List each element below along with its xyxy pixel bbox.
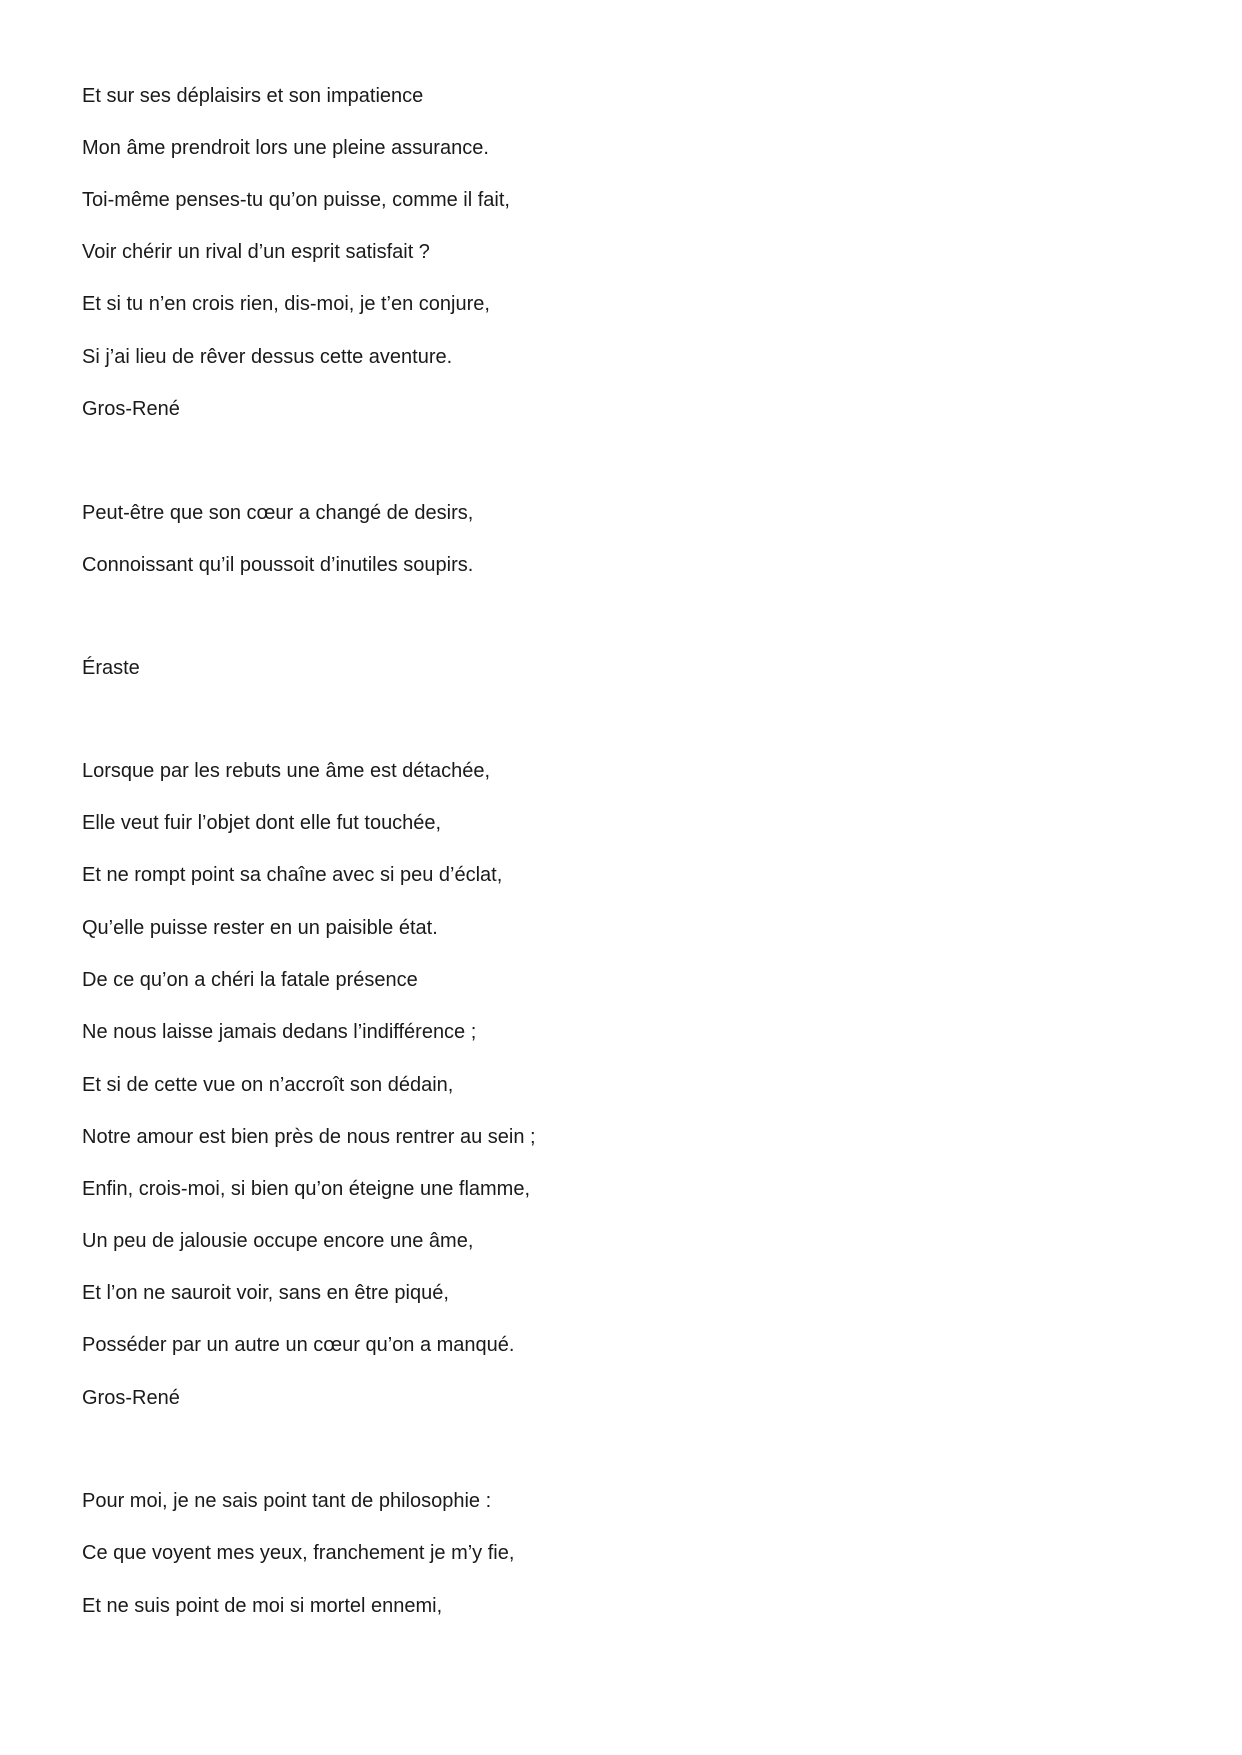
verse-line: Et sur ses déplaisirs et son impatience [82,85,424,107]
speaker-name: Gros-René [82,398,180,420]
verse-line: Un peu de jalousie occupe encore une âme, [82,1230,474,1252]
verse-line: De ce qu’on a chéri la fatale présence [82,969,418,991]
verse-line: Enfin, crois-moi, si bien qu’on éteigne une flamme, [82,1178,531,1200]
verse-line: Et ne suis point de moi si mortel ennemi, [82,1595,443,1617]
verse-line: Et l’on ne sauroit voir, sans en être piqué, [82,1282,449,1304]
verse-line: Toi-même penses-tu qu’on puisse, comme il fait, [82,189,510,211]
verse-line: Peut-être que son cœur a changé de desirs, [82,502,474,524]
verse-line: Ne nous laisse jamais dedans l’indifférence ; [82,1021,477,1043]
verse-line: Notre amour est bien près de nous rentrer au sein ; [82,1126,536,1148]
verse-line: Et ne rompt point sa chaîne avec si peu d’éclat, [82,864,503,886]
verse-line: Qu’elle puisse rester en un paisible état. [82,917,438,939]
verse-line: Et si tu n’en crois rien, dis-moi, je t’en conjure, [82,293,490,315]
speaker-name: Gros-René [82,1387,180,1409]
verse-line: Voir chérir un rival d’un esprit satisfait ? [82,241,430,263]
verse-line: Elle veut fuir l’objet dont elle fut touchée, [82,812,442,834]
verse-line: Connoissant qu’il poussoit d’inutiles soupirs. [82,554,474,576]
verse-line: Mon âme prendroit lors une pleine assurance. [82,137,489,159]
speaker-name: Éraste [82,657,140,679]
verse-line: Et si de cette vue on n’accroît son dédain, [82,1074,454,1096]
verse-line: Posséder par un autre un cœur qu’on a manqué. [82,1334,515,1356]
verse-line: Lorsque par les rebuts une âme est détachée, [82,760,491,782]
verse-line: Ce que voyent mes yeux, franchement je m’y fie, [82,1542,515,1564]
verse-line: Pour moi, je ne sais point tant de philosophie : [82,1490,492,1512]
verse-line: Si j’ai lieu de rêver dessus cette aventure. [82,346,453,368]
